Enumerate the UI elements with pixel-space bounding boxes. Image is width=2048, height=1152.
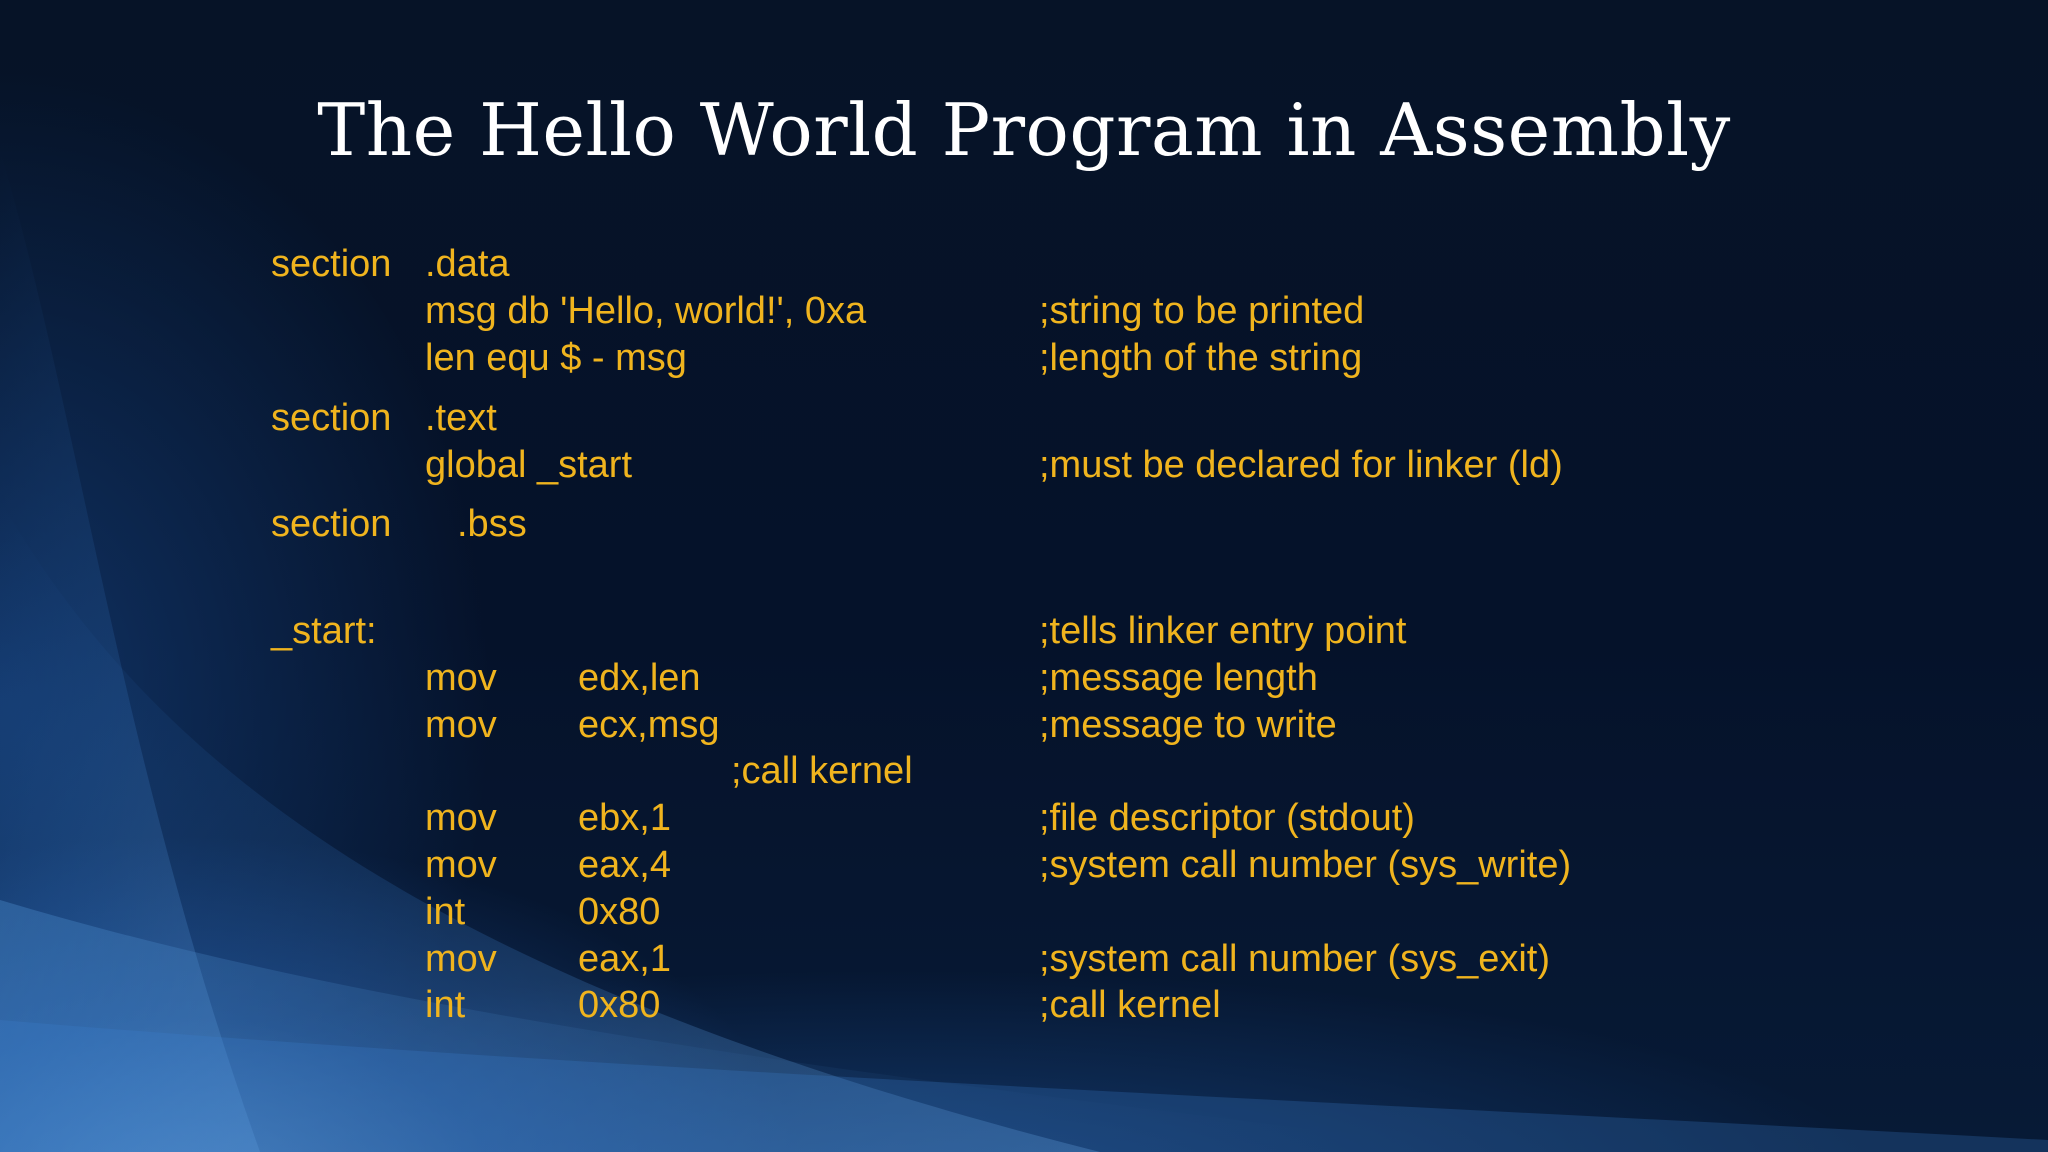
- instruction-comment: ;file descriptor (stdout): [1039, 797, 1415, 839]
- slide-title: The Hello World Program in Assembly: [317, 88, 1731, 172]
- code-line-global: global _start: [425, 444, 633, 486]
- section-keyword-bss: section: [271, 503, 392, 545]
- instruction-op: mov: [425, 844, 497, 886]
- section-keyword-text: section: [271, 397, 392, 439]
- instruction-args: 0x80: [578, 984, 661, 1026]
- section-name-text: .text: [425, 397, 497, 439]
- instruction-comment: ;system call number (sys_write): [1039, 844, 1572, 886]
- instruction-comment: ;call kernel: [731, 750, 913, 792]
- instruction-comment: ;message to write: [1039, 704, 1337, 746]
- code-line-len: len equ $ - msg: [425, 337, 687, 379]
- instruction-op: mov: [425, 704, 497, 746]
- section-name-bss: .bss: [457, 503, 527, 545]
- comment-msg: ;string to be printed: [1039, 290, 1365, 332]
- instruction-comment: ;call kernel: [1039, 984, 1221, 1026]
- instruction-comment: ;system call number (sys_exit): [1039, 938, 1551, 980]
- comment-start: ;tells linker entry point: [1039, 610, 1407, 652]
- instruction-op: mov: [425, 938, 497, 980]
- comment-global: ;must be declared for linker (ld): [1039, 444, 1563, 486]
- code-line-msg: msg db 'Hello, world!', 0xa: [425, 290, 867, 332]
- instruction-op: mov: [425, 797, 497, 839]
- instruction-args: ebx,1: [578, 797, 671, 839]
- instruction-args: eax,1: [578, 938, 671, 980]
- section-name-data: .data: [425, 243, 510, 285]
- instruction-comment: ;message length: [1039, 657, 1318, 699]
- section-keyword-data: section: [271, 243, 392, 285]
- instruction-args: 0x80: [578, 891, 661, 933]
- start-label: _start:: [271, 610, 377, 652]
- instruction-args: eax,4: [578, 844, 671, 886]
- instruction-args: edx,len: [578, 657, 701, 699]
- instruction-op: mov: [425, 657, 497, 699]
- instruction-args: ecx,msg: [578, 704, 720, 746]
- comment-len: ;length of the string: [1039, 337, 1363, 379]
- instruction-op: int: [425, 891, 466, 933]
- instruction-op: int: [425, 984, 466, 1026]
